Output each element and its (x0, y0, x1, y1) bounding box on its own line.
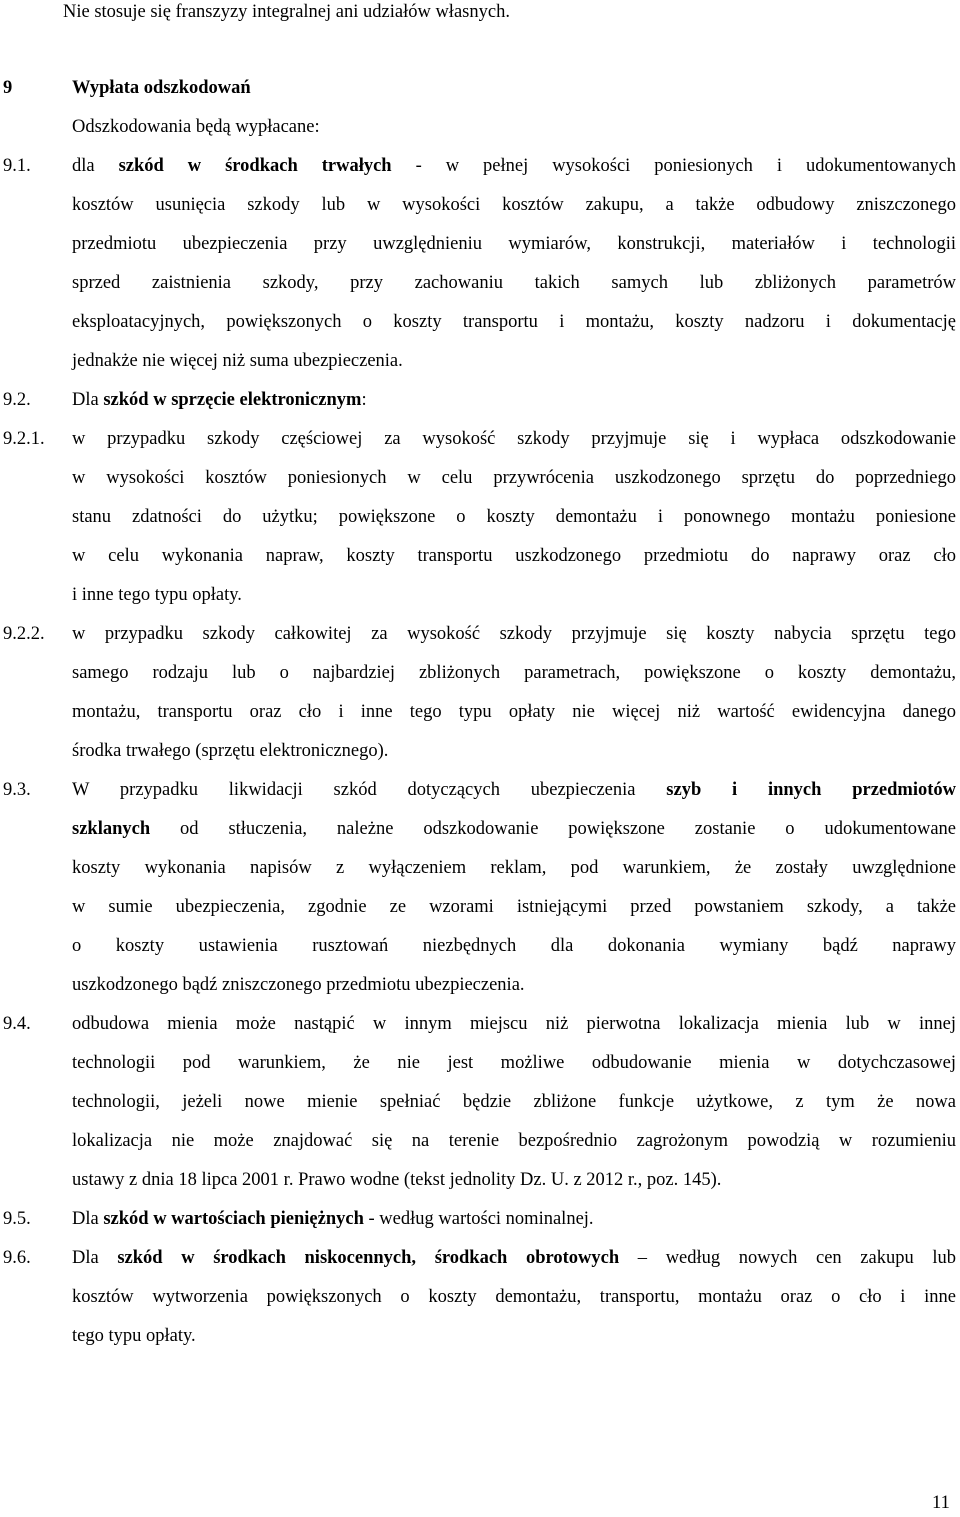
paragraph-9-3-line-3: koszty wykonania napisów z wyłączeniem reklam, pod warunkiem, że zostały uwzględnione (72, 858, 956, 878)
paragraph-9-2-1-line-4: w celu wykonania napraw, koszty transportu uszkodzonego przedmiotu do naprawy oraz cło (72, 546, 956, 566)
section-lead: Odszkodowania będą wypłacane: (72, 117, 320, 137)
section-title: Wypłata odszkodowań (72, 78, 251, 98)
paragraph-9-4-line-2: technologii pod warunkiem, że nie jest możliwe odbudowanie mienia w dotychczasowej (72, 1053, 956, 1073)
paragraph-9-4-line-3: technologii, jeżeli nowe mienie spełniać będzie zbliżone funkcje użytkowe, z tym że nowa (72, 1092, 956, 1112)
paragraph-9-1-line-4: sprzed zaistnienia szkody, przy zachowaniu takich samych lub zbliżonych parametrów (72, 273, 956, 293)
paragraph-9-2-1-line-5: i inne tego typu opłaty. (72, 585, 242, 605)
paragraph-9-3-line-5: o koszty ustawienia rusztowań niezbędnych dla dokonania wymiany bądź naprawy (72, 936, 956, 956)
paragraph-9-1-line-2: kosztów usunięcia szkody lub w wysokości kosztów zakupu, a także odbudowy zniszczonego (72, 195, 956, 215)
section-number: 9 (3, 78, 13, 98)
paragraph-9-2-2-line-1: w przypadku szkody całkowitej za wysokość szkody przyjmuje się koszty nabycia sprzętu tego (72, 624, 956, 644)
paragraph-9-6-line-3: tego typu opłaty. (72, 1326, 196, 1346)
item-number-9-2: 9.2. (3, 390, 31, 410)
item-number-9-5: 9.5. (3, 1209, 31, 1229)
paragraph-9-4-line-1: odbudowa mienia może nastąpić w innym miejscu niż pierwotna lokalizacja mienia lub w innej (72, 1014, 956, 1034)
item-number-9-3: 9.3. (3, 780, 31, 800)
item-number-9-2-1: 9.2.1. (3, 429, 45, 449)
paragraph-9-2-2-line-4: środka trwałego (sprzętu elektronicznego). (72, 741, 389, 761)
paragraph-9-1-line-6: jednakże nie więcej niż suma ubezpieczenia. (72, 351, 403, 371)
intro-line: Nie stosuje się franszyzy integralnej ani udziałów własnych. (63, 2, 510, 22)
paragraph-9-1-line-5: eksploatacyjnych, powiększonych o koszty transportu i montażu, koszty nadzoru i dokumentację (72, 312, 956, 332)
paragraph-9-4-line-4: lokalizacja nie może znajdować się na terenie bezpośrednio zagrożonym powodzią w rozumieniu (72, 1131, 956, 1151)
item-number-9-4: 9.4. (3, 1014, 31, 1034)
paragraph-9-2-2-line-2: samego rodzaju lub o najbardziej zbliżonych parametrach, powiększone o koszty demontażu, (72, 663, 956, 683)
paragraph-9-2-1-line-2: w wysokości kosztów poniesionych w celu przywrócenia uszkodzonego sprzętu do poprzedniego (72, 468, 956, 488)
paragraph-9-4-line-5: ustawy z dnia 18 lipca 2001 r. Prawo wodne (tekst jednolity Dz. U. z 2012 r., poz. 145). (72, 1170, 722, 1190)
paragraph-9-2-2-line-3: montażu, transportu oraz cło i inne tego typu opłaty nie więcej niż wartość ewidencyjna danego (72, 702, 956, 722)
paragraph-9-3-line-1: W przypadku likwidacji szkód dotyczących ubezpieczenia szyb i innych przedmiotów (72, 780, 957, 800)
paragraph-9-6-line-1: Dla szkód w środkach niskocennych, środkach obrotowych – według nowych cen zakupu lub (72, 1248, 956, 1268)
page-number: 11 (932, 1493, 950, 1513)
paragraph-9-3-line-6: uszkodzonego bądź zniszczonego przedmiotu ubezpieczenia. (72, 975, 525, 995)
paragraph-9-1-line-1: dla szkód w środkach trwałych - w pełnej wysokości poniesionych i udokumentowanych (72, 156, 957, 176)
paragraph-9-3-line-2: szklanych od stłuczenia, należne odszkodowanie powiększone zostanie o udokumentowane (72, 819, 956, 839)
paragraph-9-3-line-4: w sumie ubezpieczenia, zgodnie ze wzorami istniejącymi przed powstaniem szkody, a także (72, 897, 956, 917)
item-number-9-2-2: 9.2.2. (3, 624, 45, 644)
item-number-9-1: 9.1. (3, 156, 31, 176)
paragraph-9-2-1-line-1: w przypadku szkody częściowej za wysokość szkody przyjmuje się i wypłaca odszkodowanie (72, 429, 956, 449)
paragraph-9-6-line-2: kosztów wytworzenia powiększonych o koszty demontażu, transportu, montażu oraz o cło i inne (72, 1287, 956, 1307)
item-number-9-6: 9.6. (3, 1248, 31, 1268)
paragraph-9-2-1-line-3: stanu zdatności do użytku; powiększone o koszty demontażu i ponownego montażu poniesione (72, 507, 956, 527)
paragraph-9-1-line-3: przedmiotu ubezpieczenia przy uwzględnieniu wymiarów, konstrukcji, materiałów i technologii (72, 234, 956, 254)
paragraph-9-5: Dla szkód w wartościach pieniężnych - według wartości nominalnej. (72, 1209, 594, 1229)
paragraph-9-2: Dla szkód w sprzęcie elektronicznym: (72, 390, 367, 410)
